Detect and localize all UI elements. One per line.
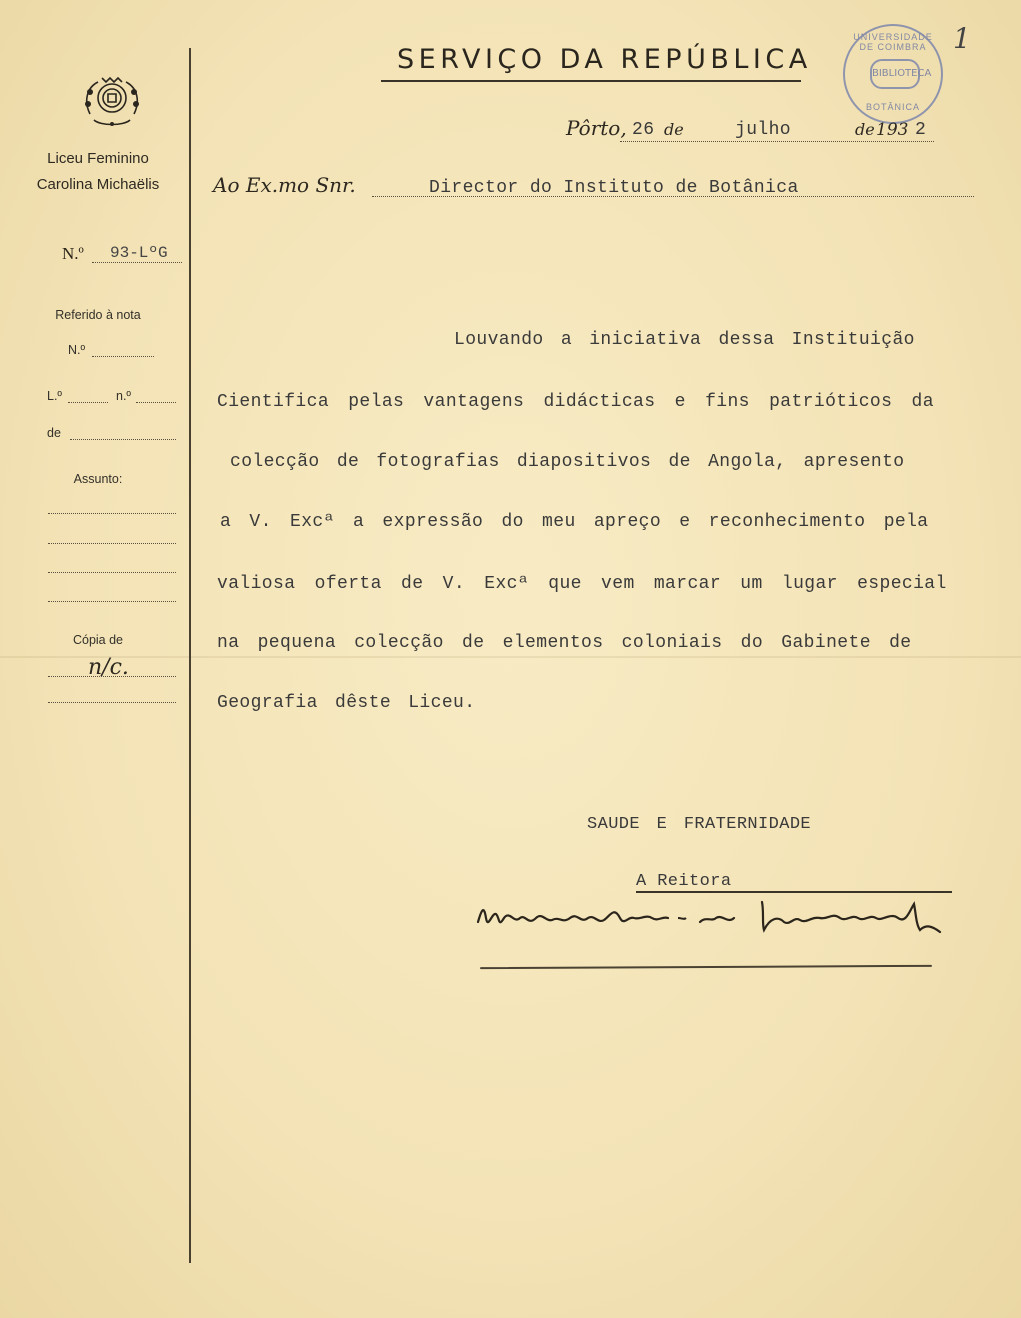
date-month: julho (735, 120, 792, 140)
school-name-line2: Carolina Michaëlis (36, 176, 160, 193)
page-number: 1 (953, 22, 971, 55)
referido-label: Referido à nota (55, 308, 141, 322)
page-title: SERVIÇO DA REPÚBLICA (397, 44, 812, 75)
date-day: 26 (632, 120, 655, 140)
body-line-5: valiosa oferta de V. Excª que vem marcar um lugar especial (217, 574, 947, 594)
library-stamp (843, 24, 943, 124)
assunto-line-4 (48, 601, 176, 602)
lo-dotline (68, 402, 108, 403)
assunto-label: Assunto: (73, 472, 123, 486)
n-dotline (136, 402, 176, 403)
signatory-title: A Reitora (636, 872, 732, 891)
number-dotline (92, 262, 182, 263)
date-dotline (620, 141, 934, 142)
recipient: Director do Instituto de Botânica (429, 178, 799, 198)
closing-greeting: SAUDE E FRATERNIDADE (587, 815, 812, 834)
n-label: n.º (116, 389, 131, 403)
body-line-3: colecção de fotografias diapositivos de Angola, apresento (230, 452, 905, 472)
copia-label: Cópia de (72, 633, 124, 647)
assunto-line-3 (48, 572, 176, 573)
margin-rule (189, 48, 191, 1263)
body-line-6: na pequena colecção de elementos coloniais do Gabinete de (217, 633, 912, 653)
title-underline (381, 80, 801, 82)
stamp-top-text: UNIVERSIDADE DE COIMBRA (853, 32, 933, 52)
de-label: de (47, 426, 61, 440)
stamp-center-text: BIBLIOTECA (870, 59, 920, 89)
number-value: 93-LºG (110, 244, 168, 262)
no-dotline (92, 356, 154, 357)
body-line-1: Louvando a iniciativa dessa Instituição (454, 330, 915, 350)
paper-fold (0, 656, 1021, 658)
no-label: N.º (68, 343, 86, 357)
stamp-bottom-text: BOTÂNICA (865, 102, 920, 112)
lo-label: L.º (47, 389, 62, 403)
de-dotline (70, 439, 176, 440)
copia-line-2 (48, 702, 176, 703)
date-de-1: de (664, 120, 684, 139)
number-label: N.º (62, 244, 84, 263)
body-line-2: Cientifica pelas vantagens didácticas e fins patrióticos da (217, 392, 934, 412)
school-name-line1: Liceu Feminino (47, 150, 149, 167)
recipient-dotline (372, 196, 974, 197)
copia-value: n/c. (88, 655, 129, 680)
assunto-line-1 (48, 513, 176, 514)
copia-line-1 (48, 676, 176, 677)
date-year-suffix: 2 (915, 120, 927, 140)
date-year-prefix: 193 (876, 120, 909, 140)
coat-of-arms-icon (80, 74, 144, 130)
signature-icon (470, 888, 960, 948)
body-line-7: Geografia dêste Liceu. (217, 693, 476, 713)
body-line-4: a V. Excª a expressão do meu apreço e reconhecimento pela (220, 512, 929, 532)
date-de-2: de (855, 120, 875, 139)
date-place: Pôrto, (566, 116, 627, 140)
assunto-line-2 (48, 543, 176, 544)
salutation: Ao Ex.mo Snr. (213, 173, 356, 197)
